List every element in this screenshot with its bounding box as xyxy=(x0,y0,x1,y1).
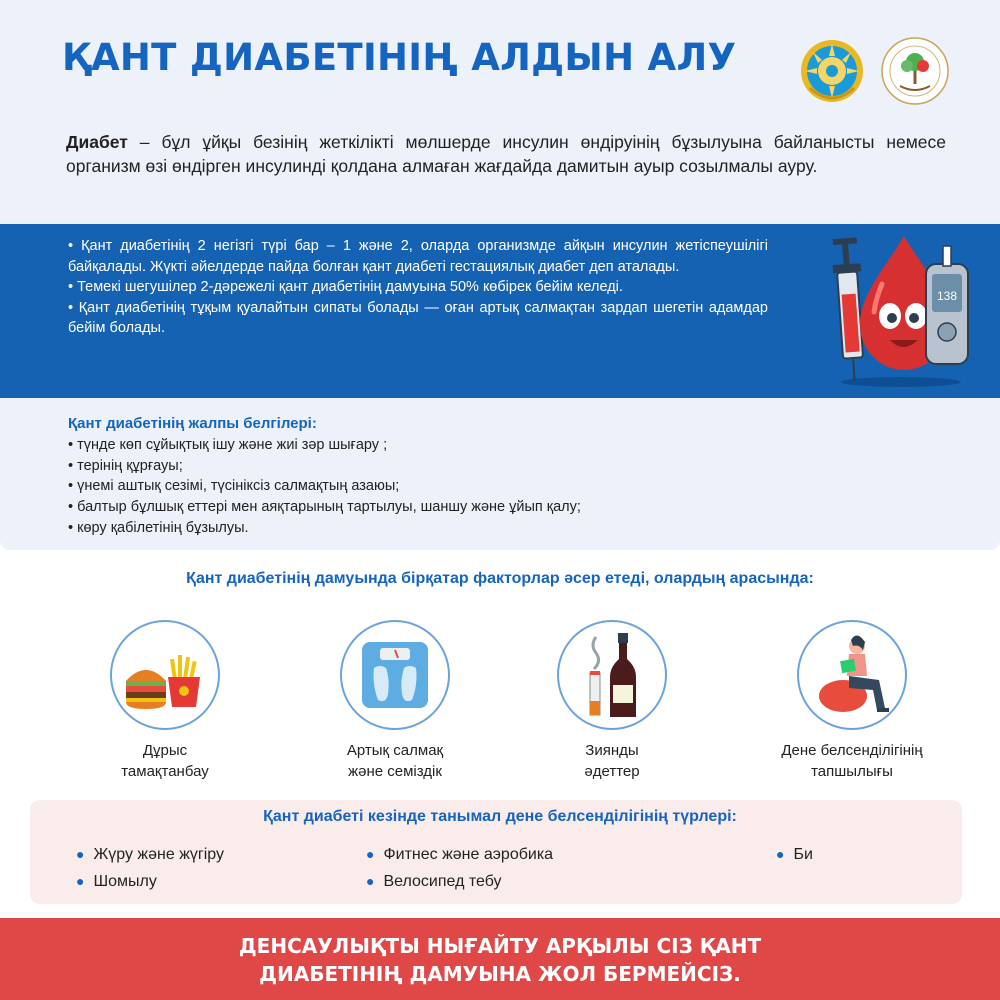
activity-label: Би xyxy=(793,846,813,863)
activity-item xyxy=(76,873,157,891)
info-item: • Қант диабетінің тұқым қуалайтын сипаты болады — оған артық салмақтан зардап шегетін адамдар бейім болады. xyxy=(68,299,768,336)
intro-term: Диабет xyxy=(66,132,128,152)
signs-section xyxy=(68,414,768,539)
factor-label: Зиянды әдеттер xyxy=(584,742,640,780)
activity-item xyxy=(776,846,813,864)
info-item: • Темекі шегушілер 2-дәрежелі қант диабетінің дамуына 50% көбірек бейім келеді. xyxy=(68,279,623,295)
activity-label: Шомылу xyxy=(93,873,157,890)
intro-paragraph xyxy=(66,130,946,178)
sign-item: • түнде көп сұйықтық ішу және жиі зәр шығару ; xyxy=(68,436,388,453)
factor-poor-diet xyxy=(75,620,255,782)
factor-overweight xyxy=(305,620,485,782)
footer-line: ДЕНСАУЛЫҚТЫ НЫҒАЙТУ АРҚЫЛЫ СІЗ ҚАНТ xyxy=(238,934,762,958)
bullet-icon: ● xyxy=(76,873,85,889)
activity-label: Велосипед тебу xyxy=(383,873,502,890)
organization-logo-icon xyxy=(880,36,950,106)
footer-message xyxy=(0,932,1000,988)
factor-circle xyxy=(110,620,220,730)
activity-item xyxy=(76,846,224,864)
intro-text: – бұл ұйқы безінің жеткілікті мөлшерде инсулин өндіруінің бұзылуына байланысты немесе организм өзі өндірген инсулинді қолдана алмаған жағдайда дамитын ауыр созылмалы ауру. xyxy=(66,132,946,176)
factor-circle xyxy=(340,620,450,730)
blood-drop-mascot-icon xyxy=(826,224,976,388)
factor-label: Дұрыс тамақтанбау xyxy=(121,742,209,780)
sedentary-icon xyxy=(809,632,895,718)
fast-food-icon xyxy=(122,637,208,713)
state-emblem-icon xyxy=(798,38,866,104)
bullet-icon: ● xyxy=(366,873,375,889)
scale-icon xyxy=(358,638,432,712)
info-list xyxy=(68,236,768,339)
factor-label: Дене белсенділігінің тапшылығы xyxy=(781,742,923,780)
factor-bad-habits xyxy=(522,620,702,782)
sign-item: • терінің құрғауы; xyxy=(68,457,183,474)
factor-circle xyxy=(797,620,907,730)
bullet-icon: ● xyxy=(76,846,85,862)
factor-label: Артық салмақ және семіздік xyxy=(346,742,444,780)
factor-low-activity xyxy=(762,620,942,782)
sign-item: • үнемі аштық сезімі, түсініксіз салмақтың азаюы; xyxy=(68,478,400,495)
meter-value: 138 xyxy=(936,289,958,303)
bad-habits-icon xyxy=(582,629,642,721)
activity-label: Фитнес және аэробика xyxy=(383,846,554,863)
activities-title: Қант диабеті кезінде танымал дене белсенділігінің түрлері: xyxy=(263,808,737,825)
activity-item xyxy=(366,873,502,891)
signs-title: Қант диабетінің жалпы белгілері: xyxy=(68,415,317,432)
sign-item: • көру қабілетінің бұзылуы. xyxy=(68,519,249,536)
info-item: • Қант диабетінің 2 негізгі түрі бар – 1 және 2, оларда организмде айқын инсулин жетіспеушілігі байқалады. Жүкті әйелдерде пайда болған қант диабеті гестациялық диабет деп аталады. xyxy=(68,238,768,275)
activity-item xyxy=(366,846,553,864)
page-title: ҚАНТ ДИАБЕТІНІҢ АЛДЫН АЛУ xyxy=(62,36,737,79)
activity-label: Жүру және жүгіру xyxy=(93,846,224,863)
bullet-icon: ● xyxy=(776,846,785,862)
factor-circle xyxy=(557,620,667,730)
footer-line: ДИАБЕТІНІҢ ДАМУЫНА ЖОЛ БЕРМЕЙСІЗ. xyxy=(259,962,741,986)
sign-item: • балтыр бұлшық еттері мен аяқтарының тартылуы, шаншу және ұйып қалу; xyxy=(68,499,581,516)
bullet-icon: ● xyxy=(366,846,375,862)
factors-title: Қант диабетінің дамуында бірқатар факторлар әсер етеді, олардың арасында: xyxy=(186,570,814,587)
